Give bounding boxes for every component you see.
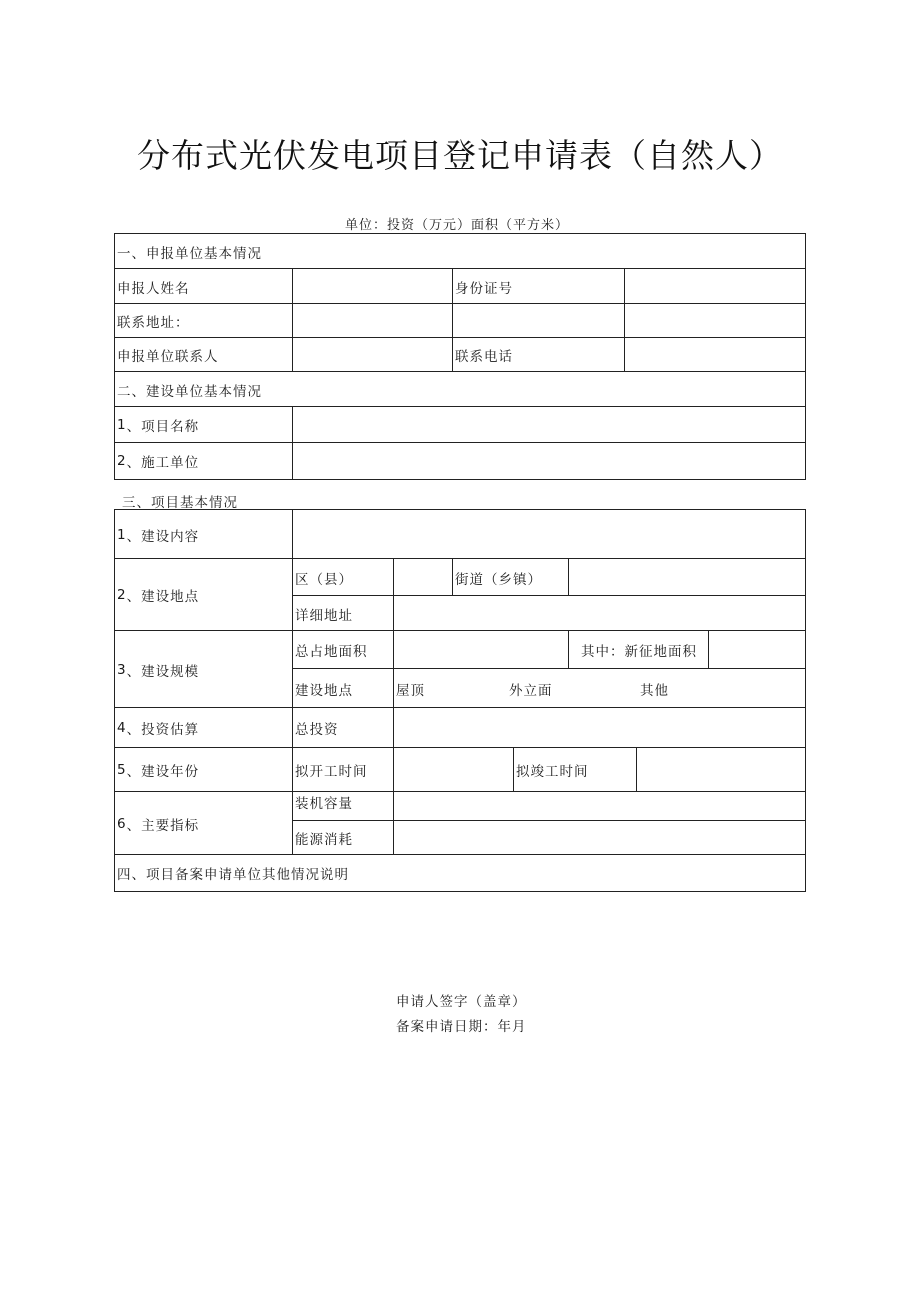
form-title: 分布式光伏发电项目登记申请表（自然人） bbox=[137, 136, 783, 175]
build-location-text: 、建设地点 bbox=[126, 589, 200, 605]
street-field[interactable] bbox=[568, 558, 806, 596]
detail-address-field[interactable] bbox=[393, 595, 806, 631]
finish-time-field[interactable] bbox=[636, 747, 806, 792]
construction-unit-num: 2 bbox=[117, 453, 127, 469]
total-investment-field[interactable] bbox=[393, 707, 806, 748]
construction-unit-label bbox=[114, 442, 293, 480]
construction-unit-field[interactable] bbox=[292, 442, 806, 480]
other-option[interactable]: 其他 bbox=[640, 682, 669, 699]
total-investment-label: 总投资 bbox=[292, 707, 394, 748]
total-area-field[interactable] bbox=[393, 630, 569, 669]
section2-heading: 二、建设单位基本情况 bbox=[114, 371, 806, 407]
build-scale-text: 、建设规模 bbox=[126, 663, 200, 680]
project-name-text: 、项目名称 bbox=[126, 419, 200, 435]
finish-time-label: 拟竣工时间 bbox=[513, 747, 637, 792]
build-scale-label bbox=[114, 630, 293, 708]
applicant-name-label: 申报人姓名 bbox=[114, 268, 293, 304]
id-number-field[interactable] bbox=[624, 268, 806, 304]
capacity-field[interactable] bbox=[393, 791, 806, 821]
section1-heading: 一、申报单位基本情况 bbox=[114, 233, 806, 269]
project-name-field[interactable] bbox=[292, 406, 806, 443]
start-time-label: 拟开工时间 bbox=[292, 747, 394, 792]
contact-address-field-2[interactable] bbox=[452, 303, 625, 338]
contact-address-field[interactable] bbox=[292, 303, 453, 338]
contact-address-label: 联系地址： bbox=[114, 303, 293, 338]
build-year-text: 、建设年份 bbox=[126, 764, 200, 780]
capacity-label: 装机容量 bbox=[292, 791, 394, 821]
id-number-label: 身份证号 bbox=[452, 268, 625, 304]
contact-address-field-3[interactable] bbox=[624, 303, 806, 338]
energy-field[interactable] bbox=[393, 820, 806, 855]
investment-num: 4 bbox=[117, 720, 127, 736]
total-area-label: 总占地面积 bbox=[292, 630, 394, 669]
build-year-label bbox=[114, 747, 293, 792]
section3-heading: 三、项目基本情况 bbox=[122, 495, 238, 511]
main-indicators-num: 6 bbox=[117, 815, 127, 832]
roof-option[interactable]: 屋顶 bbox=[396, 682, 425, 699]
new-land-field[interactable] bbox=[708, 630, 806, 669]
unit-contact-label: 申报单位联系人 bbox=[114, 337, 293, 372]
signature-line: 申请人签字（盖章） bbox=[396, 994, 527, 1010]
investment-text: 、投资估算 bbox=[126, 722, 200, 738]
build-year-num: 5 bbox=[117, 762, 127, 778]
district-field[interactable] bbox=[393, 558, 453, 596]
build-content-text: 、建设内容 bbox=[126, 528, 200, 545]
build-site-label: 建设地点 bbox=[292, 668, 394, 708]
applicant-name-field[interactable] bbox=[292, 268, 453, 304]
application-date-line: 备案申请日期：年月 bbox=[396, 1019, 527, 1035]
street-label: 街道（乡镇） bbox=[452, 558, 569, 596]
section4-heading: 四、项目备案申请单位其他情况说明 bbox=[114, 854, 806, 892]
contact-phone-field[interactable] bbox=[624, 337, 806, 372]
facade-option[interactable]: 外立面 bbox=[509, 682, 553, 699]
build-scale-num: 3 bbox=[117, 661, 127, 678]
build-location-num: 2 bbox=[117, 587, 127, 603]
main-indicators-label bbox=[114, 791, 293, 855]
energy-label: 能源消耗 bbox=[292, 820, 394, 855]
new-land-label: 其中：新征地面积 bbox=[568, 630, 709, 669]
build-content-field[interactable] bbox=[292, 509, 806, 559]
build-location-label bbox=[114, 558, 293, 631]
district-label: 区（县） bbox=[292, 558, 394, 596]
build-site-options bbox=[393, 668, 806, 708]
main-indicators-text: 、主要指标 bbox=[126, 817, 200, 834]
investment-label bbox=[114, 707, 293, 748]
project-name-num: 1 bbox=[117, 417, 127, 433]
unit-contact-field[interactable] bbox=[292, 337, 453, 372]
build-content-num: 1 bbox=[117, 526, 127, 543]
detail-address-label: 详细地址 bbox=[292, 595, 394, 631]
unit-note: 单位：投资（万元）面积（平方米） bbox=[344, 218, 569, 233]
start-time-field[interactable] bbox=[393, 747, 514, 792]
project-name-label bbox=[114, 406, 293, 443]
build-content-label bbox=[114, 509, 293, 559]
construction-unit-text: 、施工单位 bbox=[126, 455, 200, 471]
contact-phone-label: 联系电话 bbox=[452, 337, 625, 372]
